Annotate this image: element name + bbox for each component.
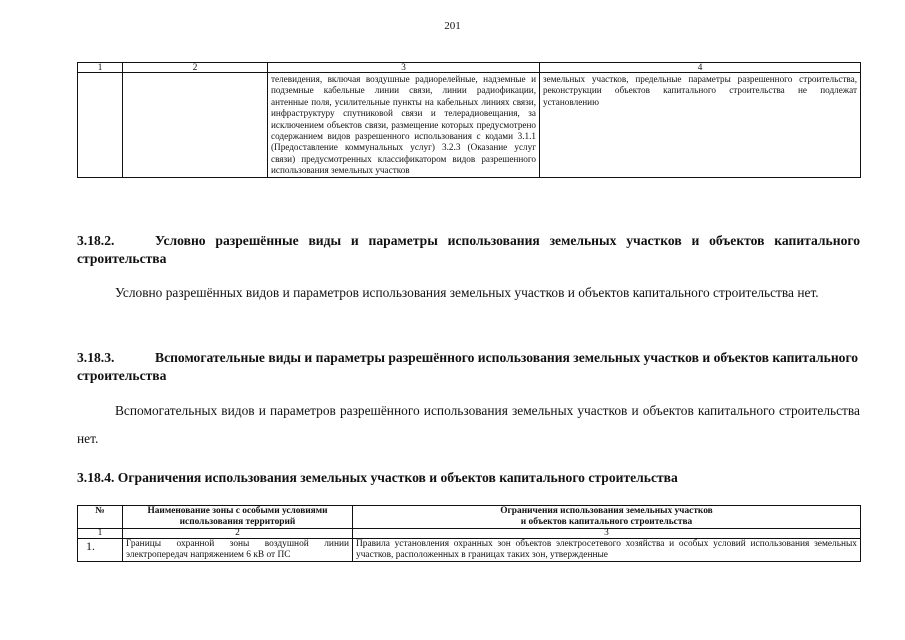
- header-restrictions-line1: Ограничения использования земельных участков: [500, 506, 713, 516]
- table-row: [78, 539, 861, 562]
- section-title: Вспомогательные виды и параметры разрешённого использования земельных участков и объектов капитального строительства: [77, 350, 859, 383]
- header-restrictions: [353, 506, 861, 529]
- column-number-row: [78, 529, 861, 539]
- section-heading-3-18-2: [77, 232, 860, 268]
- section-number: 3.18.2.: [77, 233, 115, 248]
- section-heading-3-18-3: [77, 349, 860, 385]
- column-number: 4: [540, 63, 861, 73]
- continuation-table: [77, 62, 861, 178]
- row-number: 1.: [78, 539, 123, 562]
- table-cell-empty: [123, 73, 268, 178]
- restriction-text: Правила установления охранных зон объектов электросетевого хозяйства и особых условий использования земельных участков, расположенных в границах таких зон, утвержденные: [353, 539, 861, 562]
- table-cell-empty: [78, 73, 123, 178]
- section-number: 3.18.3.: [77, 350, 115, 365]
- column-number: 1: [78, 529, 123, 539]
- header-zone-line1: Наименование зоны с особыми условиями: [147, 506, 328, 516]
- header-number: №: [78, 506, 123, 529]
- column-number: 2: [123, 529, 353, 539]
- column-number: 1: [78, 63, 123, 73]
- table-header-row: [78, 506, 861, 529]
- column-number: 3: [353, 529, 861, 539]
- header-zone: [123, 506, 353, 529]
- column-number: 2: [123, 63, 268, 73]
- parameters-description: земельных участков, предельные параметры разрешенного строительства, реконструкции объектов капитального строительства не подлежат установлению: [540, 73, 861, 178]
- section-heading-3-18-4: 3.18.4. Ограничения использования земельных участков и объектов капитального строительства: [77, 470, 678, 485]
- section-paragraph-3-18-2: Условно разрешённых видов и параметров использования земельных участков и объектов капитального строительства нет.: [115, 285, 819, 300]
- zone-name: Границы охранной зоны воздушной линии электропередач напряжением 6 кВ от ПС: [123, 539, 353, 562]
- column-number: 3: [268, 63, 540, 73]
- restrictions-table: [77, 505, 861, 562]
- header-restrictions-line2: и объектов капитального строительства: [520, 517, 693, 527]
- table-row: [78, 73, 861, 178]
- permitted-use-description: телевидения, включая воздушные радиорелейные, надземные и подземные кабельные линии связи, линии радиофикации, антенные поля, усилительные пункты на кабельных линиях связи, инфраструктуру спутниковой связи и телерадиовещания, за исключением объектов связи, размещение которых предусмотрено содержанием видов разрешенного использования с кодами 3.1.1 (Предоставление коммунальных услуг) 3.2.3 (Оказание услуг связи) предусмотренных классификатором видов разрешенного использования земельных участков: [268, 73, 540, 178]
- section-title: Условно разрешённые виды и параметры использования земельных участков и объектов капитального строительства: [77, 233, 860, 266]
- section-paragraph-3-18-3: Вспомогательных видов и параметров разрешённого использования земельных участков и объектов капитального строительства нет.: [77, 403, 860, 446]
- table-header-row: [78, 63, 861, 73]
- page-number: 201: [444, 20, 461, 32]
- header-zone-line2: использования территорий: [179, 517, 296, 527]
